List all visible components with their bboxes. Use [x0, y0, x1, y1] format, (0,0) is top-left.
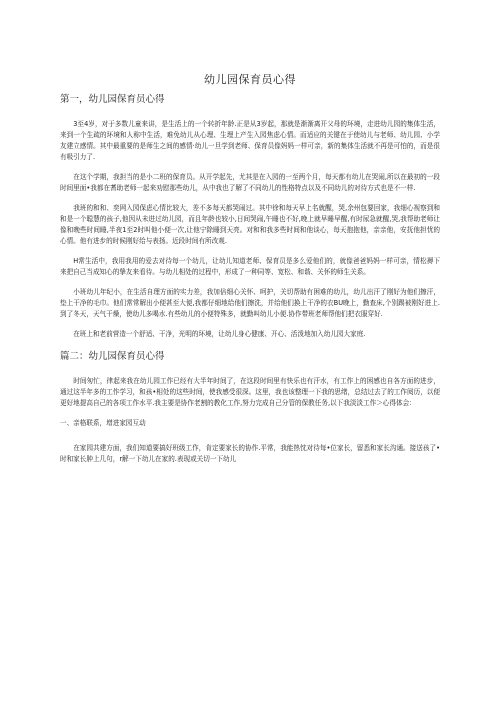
paragraph: 时间匆忙，律起来我在幼儿园工作已经有大半年时间了，在这段时间里有快乐也有汗水，有工作上的困感也自各方面的进步，通过这半年多的工作学习，和孩•相处的这些时间，使我感受很深。这里，我也该整理一下我的思绪，总结过去了的工作阅历，以便更好地提高自己的各项工作水平.我主要是协作老割的教化工作,努力完成自己分管的保教任务,以下我淡淡工作＞心得体会： — [60, 377, 440, 407]
paragraph: 在家园共建方面，我们知道要搞好班级工作，肯定要家长的协作.平常，我能热忱对待每•位家长，留悉和家长沟通。接送孩了•时和家长肿上几句，r解一下幼儿在家的.表现或关切一下幼儿 — [60, 444, 440, 463]
section-heading: 第一，幼儿园保育员心得 — [60, 94, 165, 105]
section-1 — [60, 93, 440, 340]
paragraph: 小班幼儿年纪小，在生活自理方面的实力差，我加倍细心关怀、呵护，关切帮助有困难的幼儿，幼儿出汗了刚好为他们擦汗，垫上干净的毛巾。他们常常解出小便甚至大便,我都仔细地给他们擦洗，并给他们换上干净的衣BU晚上，勤查床,个别踢被刚好进上.到了冬天，天气干燥，使幼儿多喝水.有些幼儿的小便特殊多，就勤叫幼儿小便.协作带班老师帮他们把衣服穿好. — [60, 288, 440, 318]
document-title: 幼儿园保育员心得 — [204, 73, 296, 86]
paragraph: 在这个学期，我担当的是小二班的保育员。从开学起先，尤其是在入园的一至两个月，每天都有幼儿在哭闹,所以在最初的一段时间里面•我都在耆助老师一起来劝慰那些幼儿，从中我也了解了不同幼儿的性格特点以及不同幼儿的对待方式也是不一样. — [60, 173, 440, 192]
subsection-heading: 一、亲格联系，增进家园互动 — [60, 419, 146, 427]
section-2 — [60, 350, 440, 465]
section-heading: 篇二：幼儿园保育员心得 — [60, 351, 165, 362]
paragraph: H常生活中，我用我用的爱去对待每一个幼儿，让幼儿知道老师、保育员是多么爱他们的，就像爸爸妈妈一样可亲，情松褥下来把自己当成知心的挚友来看待。与幼儿相处的过程中，形成了一种同等、宽松、和谐、关怀的师生关系。 — [60, 257, 440, 276]
paragraph: 3至4岁，对于多数儿童来讲，是生活上的一个转折年龄.正是从3岁起，那就是渐渐离开父母的环境，走进幼儿园的集体生活，来到一个生疏的环境和人称中生活，难免幼儿从心理、生理上产生入园焦虑心情。而适应的关键在于使幼儿与老师、幼儿园、小学友建立感情。其中最重要的是师生之间的感情·幼儿一旦学到老师、保育员像妈妈一样可亲，新的集体生活就不再是可怕的，而是很有吸引力了. — [60, 120, 440, 161]
paragraph: 在班上和老前营造一个舒适、干净，光明的环境，让幼儿身心健康、开心、活泼地加入幼儿园大家庭. — [73, 330, 366, 338]
paragraph: 我班的和和、奕网入园保虑心情比较大，差不多每天都哭闹过。其中徐和每天早上名就醒，哭,余州包要回家，我细心视察到和和是一个聪慧的孩子,他因从未进过幼儿园，而且年龄也较小,日间哭闹,午睡也不好,晚上就早睡早醒,有时尿急就醒,哭,我帮助老师让像和晚些时间睡,半夜1至2时叫他小便一次,让他宁除睡到天亮。对和和我多些时间和他谈心，每天抱抱他，亲亲他，安抚他担忧的心情。他有进步的时候刚好给与表扬。近段时间有所改观. — [60, 204, 440, 245]
